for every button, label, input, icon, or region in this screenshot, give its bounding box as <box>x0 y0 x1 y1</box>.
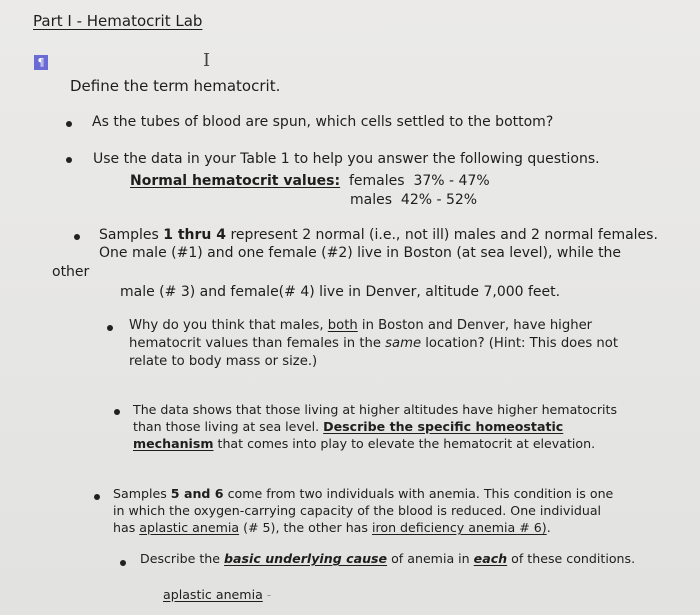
samples-5-6-line1: Samples 5 and 6 come from two individuals with anemia. This condition is one <box>113 486 614 501</box>
bullet-icon <box>120 560 126 566</box>
aplastic-anemia-answer-label: aplastic anemia - <box>163 587 272 602</box>
text-cursor-icon: I <box>203 50 211 71</box>
samples-5-6-line3: has aplastic anemia (# 5), the other has iron deficiency anemia # 6). <box>113 520 551 535</box>
why-males-line3: relate to body mass or size.) <box>129 354 318 369</box>
question-use-data: Use the data in your Table 1 to help you answer the following questions. <box>93 151 600 167</box>
bullet-icon <box>66 121 72 127</box>
females-range: 37% - 47% <box>413 173 490 189</box>
paragraph-mark-icon[interactable]: ¶ <box>34 55 48 70</box>
samples-1-4-line1: Samples 1 thru 4 represent 2 normal (i.e., not ill) males and 2 normal females. <box>99 227 658 243</box>
normal-values-row <box>130 174 490 188</box>
normal-values-label: Normal hematocrit values: <box>130 173 341 189</box>
altitude-line1: The data shows that those living at higher altitudes have higher hematocrits <box>133 402 618 417</box>
bullet-icon <box>114 409 120 415</box>
describe-cause-prompt: Describe the basic underlying cause of anemia in each of these conditions. <box>140 551 636 566</box>
samples-1-4-other: other <box>52 264 90 280</box>
why-males-line2: hematocrit values than females in the same location? (Hint: This does not <box>129 336 619 351</box>
question-cells-settled: As the tubes of blood are spun, which cells settled to the bottom? <box>92 114 554 130</box>
bullet-icon <box>94 494 100 500</box>
samples-5-6-line2: in which the oxygen-carrying capacity of the blood is reduced. One individual <box>113 503 602 518</box>
altitude-line2: than those living at sea level. Describe the specific homeostatic <box>133 419 564 434</box>
males-values-row <box>350 193 477 207</box>
page-title: Part I - Hematocrit Lab <box>33 12 203 30</box>
why-males-line1: Why do you think that males, both in Boston and Denver, have higher <box>129 318 593 333</box>
males-range: 42% - 52% <box>400 192 478 208</box>
altitude-line3: mechanism that comes into play to elevate the hematocrit at elevation. <box>133 436 596 451</box>
define-hematocrit-prompt: Define the term hematocrit. <box>70 77 281 95</box>
males-label: males <box>350 192 393 208</box>
samples-1-4-line2: One male (#1) and one female (#2) live in Boston (at sea level), while the <box>99 245 622 261</box>
bullet-icon <box>66 157 72 163</box>
females-label: females <box>349 173 405 189</box>
bullet-icon <box>74 234 80 240</box>
bullet-icon <box>107 325 113 331</box>
samples-1-4-line3: male (# 3) and female(# 4) live in Denver, altitude 7,000 feet. <box>120 284 561 300</box>
